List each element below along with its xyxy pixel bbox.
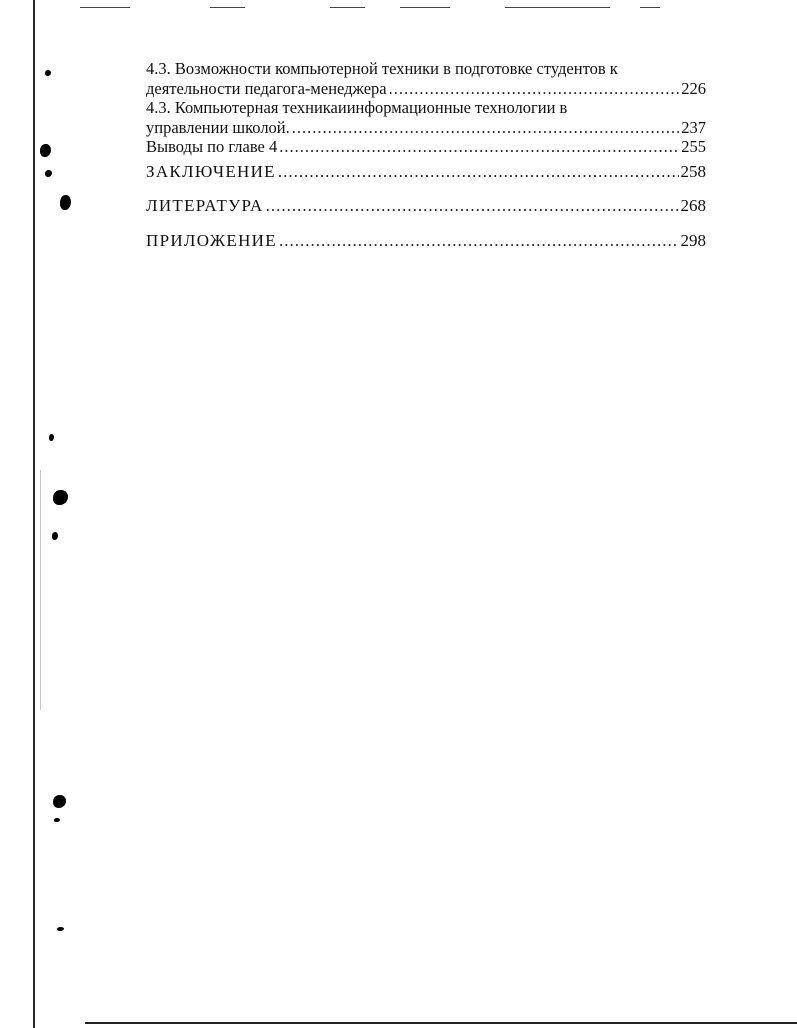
top-scan-rule [505,7,610,8]
toc-page-number: 226 [681,78,706,98]
toc-page-number: 255 [681,137,706,156]
toc-entry-title: 4.3. Компьютерная техникаиинформационные технологии в [146,98,568,117]
ink-blot [45,170,52,177]
top-scan-rule [400,7,450,8]
toc-entry-title: ЗАКЛЮЧЕНИЕ [146,161,276,181]
ink-blot [45,70,51,76]
toc-entry-title: 4.3. Возможности компьютерной техники в подготовке студентов к [146,59,618,78]
table-of-contents [146,59,706,250]
top-scan-rule [640,7,660,8]
toc-entry-conclusion [146,162,706,182]
toc-entry-literature [146,196,706,216]
ink-blot [53,795,66,808]
toc-entry-section-4-3-school-management [146,98,706,137]
ink-blot [54,818,60,822]
ink-blot [49,434,54,441]
top-scan-rule [330,7,365,8]
toc-page-number: 237 [681,117,706,137]
ink-blot [53,490,68,505]
toc-entry-chapter-4-conclusions [146,137,706,157]
toc-entry-title-continued: управлении школой. [146,117,290,137]
ink-blot [40,144,51,157]
toc-page-number: 298 [680,230,706,250]
ink-blot [57,927,64,931]
dot-leader [278,162,679,182]
dot-leader [389,79,680,99]
toc-page-number: 258 [680,161,706,181]
dot-leader [292,118,679,138]
toc-entry-title-continued: деятельности педагога-менеджера [146,78,387,98]
dot-leader [266,196,679,216]
toc-entry-title: ПРИЛОЖЕНИЕ [146,230,277,250]
top-scan-rule [80,7,130,8]
bottom-scan-rule [85,1022,797,1024]
dot-leader [279,231,679,251]
toc-entry-title: Выводы по главе 4 [146,137,278,156]
toc-entry-section-4-3-computer-training [146,59,706,98]
dot-leader [279,137,679,157]
ink-blot [60,195,71,210]
toc-page-number: 268 [680,196,706,215]
scan-streak [40,470,41,710]
ink-blot [52,532,58,540]
binding-edge-line [33,0,35,1028]
top-scan-rule [210,7,245,8]
toc-entry-appendix [146,231,706,251]
toc-entry-title: ЛИТЕРАТУРА [146,196,264,215]
